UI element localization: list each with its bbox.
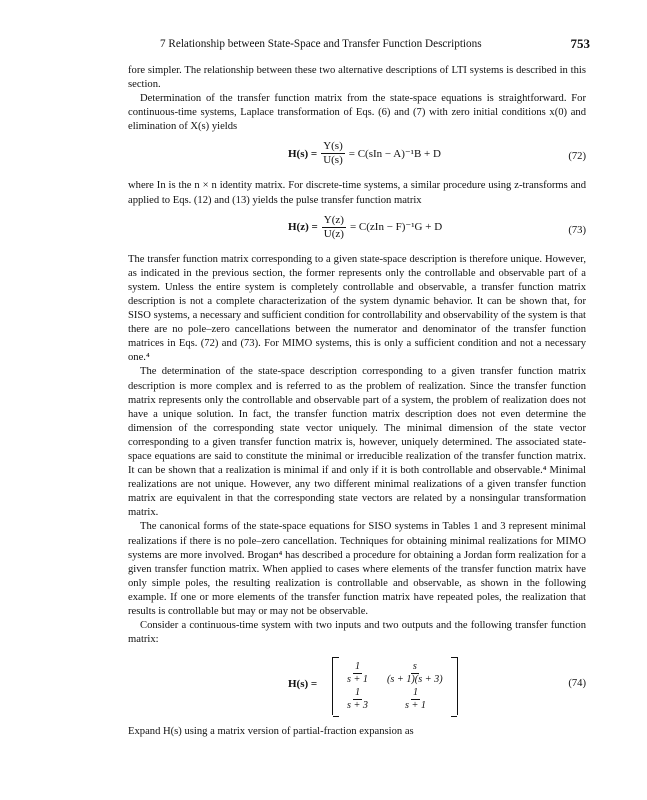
paragraph: where In is the n × n identity matrix. For discrete-time systems, a similar procedure using z-transforms and applied to Eqs. (12) and (13) yields the pulse transfer function matrix <box>128 180 586 206</box>
numerator: s <box>412 661 417 673</box>
numerator: Y(z) <box>323 213 344 226</box>
paragraph: The canonical forms of the state-space equations for SISO systems in Tables 1 and 3 represent minimal realizations if there is no pole–zero cancellation. Techniques for obtaining minimal realizations for MIMO systems are more involved. Brogan⁴ has described a procedure for obtaining a Jordan form realization for a given transfer function matrix. When applied to cases where elements of the transfer function matrix have only simple poles, the resulting realization is controllable and observable, as shown in the following example. If one or more elements of the transfer function matrix have repeated poles, the realization that results is controllable but may or may not be observable. <box>128 521 586 617</box>
eq-rhs: = C(sIn − A)⁻¹B + D <box>348 147 441 160</box>
equation-73 <box>128 212 586 248</box>
numerator: 1 <box>354 687 361 699</box>
paragraph: The transfer function matrix corresponding to a given state-space description is therefore unique. However, as indicated in the previous section, the former represents only the controllable and observable part of a system. Unless the entire system is completely controllable and observable, a transfer function matrix description is not a complete characterization of the system dynamic behavior. It can be shown that, for SISO systems, a necessary and sufficient condition for controllability and observability of the system is that there are no pole–zero cancellations between the numerator and denominator of the transfer function matrices in Eqs. (72) and (73). For MIMO systems, this is only a sufficient condition and not a necessary one.⁴ <box>128 253 586 364</box>
eq-lhs: H(s) = <box>288 678 318 691</box>
paragraph: Determination of the transfer function matrix from the state-space equations is straightforward. For continuous-time systems, Laplace transformation of Eqs. (6) and (7) with zero initial conditions x(0) and elimination of X(s) yields <box>128 93 586 133</box>
paragraph: The determination of the state-space description corresponding to a given transfer function matrix description is more complex and is referred to as the problem of realization. Since the transfer function matrix represents only the controllable and observable part of a system, the problem of realization does not have a unique solution. In fact, the transfer function matrix description does not even determine the dimension of the corresponding state vector uniquely. The minimal dimension of the state vector corresponding to a given transfer function matrix is, however, uniquely determined. The associated state-space equations are said to constitute the minimal or irreducible realization of the transfer function matrix. It can be shown that a realization is minimal if and only if it is both controllable and observable.⁴ Minimal realizations are not unique. However, any two different minimal realizations of a given transfer function matrix are equivalent in that the corresponding state vectors are related by a nonsingular transformation matrix. <box>128 366 586 519</box>
header-title: 7 Relationship between State-Space and Transfer Function Descriptions <box>160 38 482 50</box>
eq-rhs: = C(zIn − F)⁻¹G + D <box>349 221 443 234</box>
paragraph: Consider a continuous-time system with two inputs and two outputs and the following transfer function matrix: <box>128 620 586 646</box>
denominator: s + 1 <box>347 674 369 686</box>
denominator: U(s) <box>323 154 343 167</box>
denominator: U(z) <box>323 227 344 240</box>
paragraph: Expand H(s) using a matrix version of partial-fraction expansion as <box>128 726 414 738</box>
numerator: 1 <box>354 661 361 673</box>
equation-number: (72) <box>568 151 586 163</box>
eq-lhs: H(z) = <box>288 221 318 234</box>
equation-72 <box>128 138 586 174</box>
matrix-cell <box>347 687 368 712</box>
denominator: s + 1 <box>405 700 427 712</box>
numerator: Y(s) <box>323 140 343 153</box>
paragraph: fore simpler. The relationship between these two alternative descriptions of LTI systems is described in this section. <box>128 65 586 91</box>
matrix-cell <box>387 661 443 686</box>
body-text <box>128 64 586 739</box>
denominator: s + 3 <box>347 700 369 712</box>
equation-74 <box>128 657 586 717</box>
fraction <box>322 214 346 241</box>
transfer-matrix <box>332 657 458 715</box>
equation-number: (73) <box>568 224 586 236</box>
numerator: 1 <box>412 687 419 699</box>
equation-number: (74) <box>568 678 586 690</box>
page-number: 753 <box>570 36 590 51</box>
eq-lhs: H(s) = <box>288 147 318 160</box>
denominator: (s + 1)(s + 3) <box>387 674 443 686</box>
running-header <box>160 38 590 50</box>
matrix-cell <box>347 661 368 686</box>
fraction <box>321 140 345 167</box>
matrix-cell <box>405 687 426 712</box>
